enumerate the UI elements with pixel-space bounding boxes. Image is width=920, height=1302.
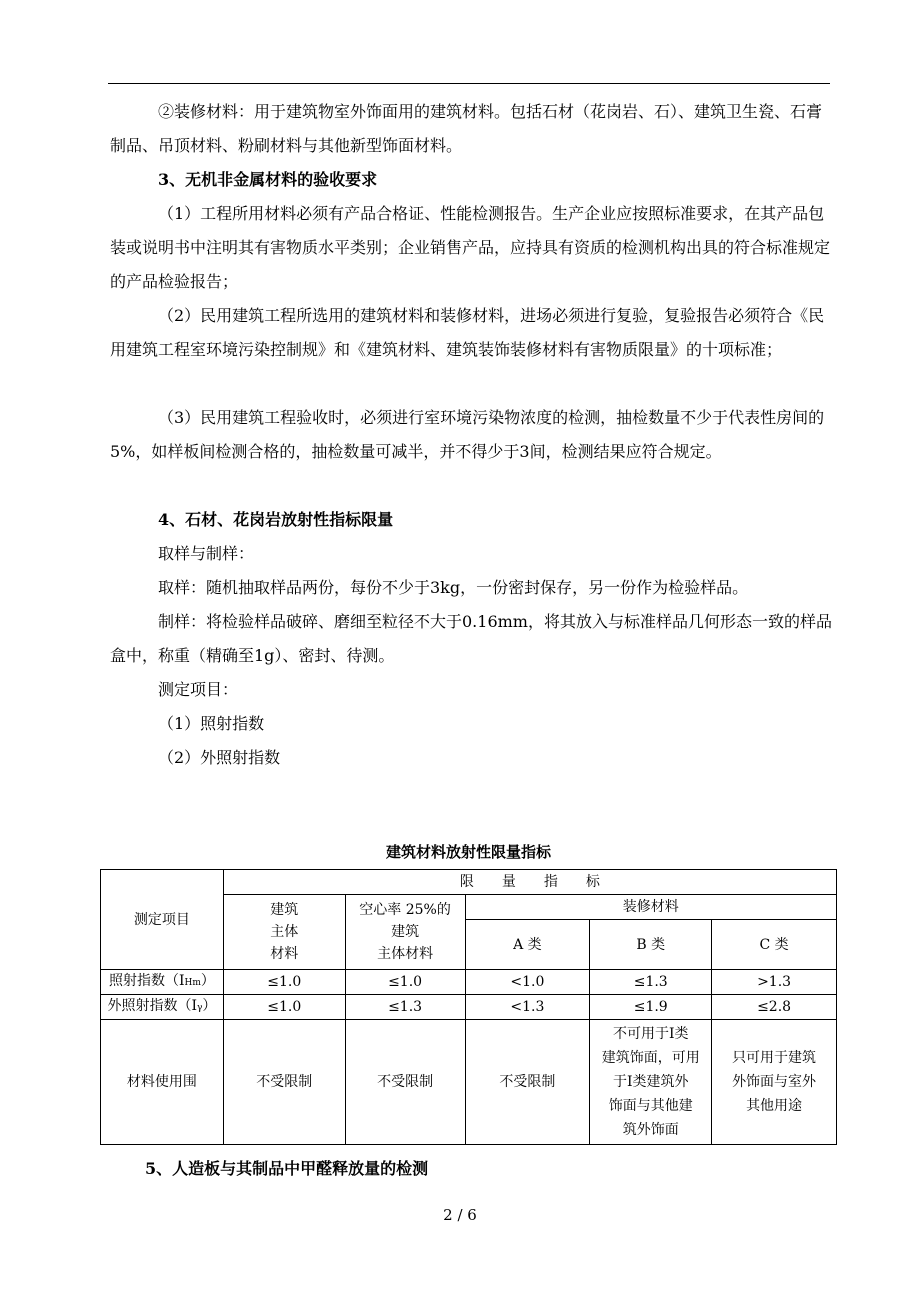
list-item-1: （1）照射指数	[158, 714, 265, 733]
paragraph-measure-items: 测定项目：	[158, 680, 239, 699]
header-main-material: 建筑 主体 材料	[223, 895, 345, 970]
table-title: 建筑材料放射性限量指标	[385, 843, 551, 861]
header-class-c: C 类	[712, 920, 837, 970]
header-class-b: B 类	[590, 920, 712, 970]
cell-value: ≤1.0	[223, 995, 345, 1020]
paragraph-preparation: 制样：将检验样品破碎、磨细至粒径不大于0.16mm，将其放入与标准样品几何形态一致的样品盒中，称重（精确至1g）、密封、待测。	[110, 612, 832, 665]
paragraph-item-3: （3）民用建筑工程验收时，必须进行室环境污染物浓度的检测，抽检数量不少于代表性房间的5%，如样板间检测合格的，抽检数量可减半，并不得少于3间，检测结果应符合规定。	[110, 408, 825, 461]
cell-value: 不可用于Ⅰ类 建筑饰面，可用 于Ⅰ类建筑外 饰面与其他建 筑外饰面	[590, 1020, 712, 1145]
cell-value: ≤1.0	[223, 970, 345, 995]
heading-section-5: 5、人造板与其制品中甲醛释放量的检测	[145, 1159, 429, 1178]
heading-section-3: 3、无机非金属材料的验收要求	[158, 170, 378, 189]
table-row	[101, 1020, 837, 1145]
page-number: 2 / 6	[443, 1206, 477, 1224]
header-measure-item: 测定项目	[101, 870, 224, 970]
row-label-internal-index: 照射指数（IHm）	[101, 970, 224, 995]
cell-value: 不受限制	[345, 1020, 465, 1145]
cell-value: >1.3	[712, 970, 837, 995]
cell-value: ≤1.0	[345, 970, 465, 995]
cell-value: ≤2.8	[712, 995, 837, 1020]
header-rule	[108, 83, 830, 84]
table-row	[101, 995, 837, 1020]
paragraph-decoration-materials: ②装修材料：用于建筑物室外饰面用的建筑材料。包括石材（花岗岩、石）、建筑卫生瓷、石膏制品、吊顶材料、粉刷材料与其他新型饰面材料。	[110, 102, 823, 155]
header-decoration-material: 装修材料	[465, 895, 837, 920]
header-hollow-material: 空心率 25%的 建筑 主体材料	[345, 895, 465, 970]
header-class-a: A 类	[465, 920, 590, 970]
heading-section-4: 4、石材、花岗岩放射性指标限量	[158, 510, 394, 529]
cell-value: ≤1.3	[345, 995, 465, 1020]
paragraph-item-2: （2）民用建筑工程所选用的建筑材料和装修材料，进场必须进行复验，复验报告必须符合《民用建筑工程室环境污染控制规》和《建筑材料、建筑装饰装修材料有害物质限量》的十项标准；	[110, 306, 825, 359]
table-row	[101, 970, 837, 995]
cell-value: 只可用于建筑 外饰面与室外 其他用途	[712, 1020, 837, 1145]
cell-value: 不受限制	[223, 1020, 345, 1145]
cell-value: <1.0	[465, 970, 590, 995]
cell-value: <1.3	[465, 995, 590, 1020]
cell-value: 不受限制	[465, 1020, 590, 1145]
radioactivity-limit-table	[100, 869, 837, 1145]
cell-value: ≤1.9	[590, 995, 712, 1020]
paragraph-item-1: （1）工程所用材料必须有产品合格证、性能检测报告。生产企业应按照标准要求，在其产品包装或说明书中注明其有害物质水平类别；企业销售产品，应持具有资质的检测机构出具的符合标准规定的产品检验报告；	[110, 204, 831, 291]
paragraph-sampling: 取样：随机抽取样品两份，每份不少于3kg，一份密封保存，另一份作为检验样品。	[158, 578, 749, 597]
paragraph-sampling-title: 取样与制样：	[158, 544, 255, 563]
cell-value: ≤1.3	[590, 970, 712, 995]
row-label-usage-scope: 材料使用围	[101, 1020, 224, 1145]
list-item-2: （2）外照射指数	[158, 748, 281, 767]
row-label-external-index: 外照射指数（Iγ）	[101, 995, 224, 1020]
header-limit-index: 限 量 指 标	[223, 870, 836, 895]
